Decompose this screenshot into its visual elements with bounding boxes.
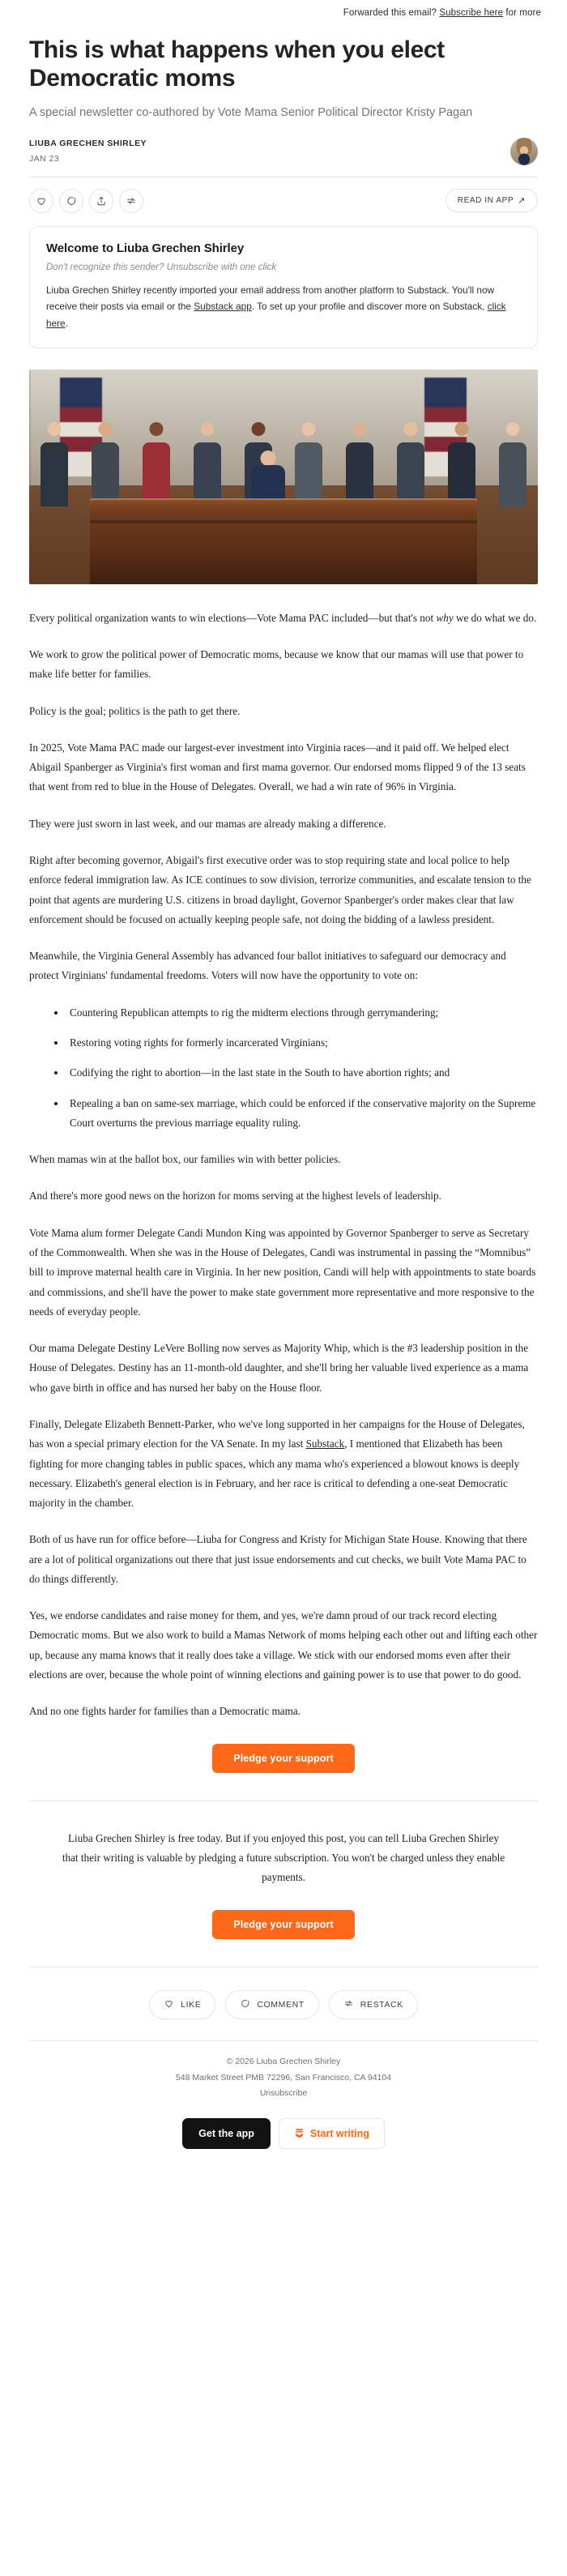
author-name[interactable]: LIUBA GRECHEN SHIRLEY [29, 139, 147, 149]
welcome-card [29, 226, 538, 348]
paragraph: Policy is the goal; politics is the path to get there. [29, 704, 241, 717]
welcome-body-part-2: . To set up your profile and discover more on Substack, [251, 301, 488, 313]
footer-like-label: LIKE [181, 2000, 202, 2010]
paragraph-text-tail: , I mentioned that Elizabeth has been fighting for more changing tables in public spaces, which any mama who's experienced a blowout knows is deeply necessary. Elizabeth's general election is in February, and her race is critical to defending a one-seat Democratic majority in the chamber. [29, 1438, 520, 1510]
restack-refresh-icon [343, 1998, 354, 2011]
pledge-support-button-bottom[interactable]: Pledge your support [212, 1910, 354, 1939]
footer-restack-button[interactable] [329, 1990, 418, 2019]
pledge-support-button-top[interactable]: Pledge your support [212, 1744, 354, 1773]
paragraph [29, 1415, 538, 1513]
hero-seated-governor [249, 451, 287, 502]
hero-image-wrapper [0, 348, 567, 584]
app-promo-row [0, 2102, 567, 2167]
comment-button[interactable] [59, 189, 83, 213]
hero-person [293, 422, 324, 507]
heart-icon [36, 195, 47, 207]
paragraph: Yes, we endorse candidates and raise money for them, and yes, we're damn proud of our track record electing Democratic moms. But we also work to build a Mamas Network of moms helping each other out and lifting each other up, because any mama knows that it really does take a village. We stick with our endorsed moms even after their elections are over, because the whole point of winning elections and gaining power is to use that power to do good. [29, 1609, 538, 1681]
paragraph: They were just sworn in last week, and our mamas are already making a difference. [29, 817, 386, 830]
hero-person [497, 422, 528, 507]
avatar[interactable] [510, 138, 538, 165]
forwarded-banner [0, 0, 567, 18]
subscribe-here-link[interactable]: Subscribe here [439, 8, 504, 18]
comment-bubble-icon [240, 1998, 250, 2011]
welcome-heading: Welcome to Liuba Grechen Shirley [46, 241, 245, 255]
footer-action-bar [0, 1967, 567, 2040]
unsubscribe-one-click-link[interactable]: Unsubscribe with one click [166, 262, 277, 272]
hero-person [39, 422, 70, 507]
paragraph: Vote Mama alum former Delegate Candi Mundon King was appointed by Governor Spanberger to serve as Secretary of the Commonwealth. When she was in the House of Delegates, Candi was instrumental in passing the “Momnibus” bill to improve maternal health care in Virginia. In her new position, Candi will help with appointments to state boards and commissions, and she'll have the power to make state government more representative and more responsive to the needs of everyday people. [29, 1226, 536, 1318]
byline-text [29, 139, 147, 164]
hero-person [446, 422, 477, 507]
list-item: • Countering Republican attempts to rig the midterm elections through gerrymandering; [66, 1003, 538, 1023]
hero-person [344, 422, 375, 507]
post-action-bar [0, 177, 567, 226]
hero-person [192, 422, 223, 507]
emphasis-why: why [436, 611, 454, 624]
hero-person [141, 422, 172, 507]
footer-comment-button[interactable] [225, 1990, 318, 2019]
hero-image[interactable] [29, 370, 538, 584]
list-item: • Codifying the right to abortion—in the last state in the South to have abortion rights; and [66, 1063, 538, 1083]
footer-restack-label: RESTACK [360, 2000, 403, 2010]
click-here-link[interactable]: click here [46, 301, 506, 329]
read-in-app-label: READ IN APP [457, 196, 514, 206]
action-buttons-group [29, 189, 143, 213]
free-today-note: Liuba Grechen Shirley is free today. But if you enjoyed this post, you can tell Liuba Grechen Shirley that their writing is valuable by pledging a future subscription. You won't be charged unless they enable payments. [62, 1831, 505, 1884]
legal-footer [0, 2041, 567, 2101]
copyright-text: © 2026 Liuba Grechen Shirley [226, 2057, 341, 2067]
welcome-body-part-3: . [65, 317, 68, 329]
external-arrow-icon: ↗ [518, 196, 526, 207]
paragraph-text: Every political organization wants to win elections—Vote Mama PAC included—but that's not [29, 611, 437, 624]
ballot-initiatives-list [29, 1003, 538, 1133]
paragraph: Right after becoming governor, Abigail's first executive order was to stop requiring state and local police to help enforce federal immigration law. As ICE continues to sow division, terrorize communities, and escalate tension to the point that agents are murdering U.S. citizens in broad daylight, Governor Spanberger's order makes clear that law enforcement should be focused on actually keeping people safe, not doing the bidding of a lawless president. [29, 854, 531, 925]
substack-bookmark-icon [294, 2127, 305, 2140]
hero-person [90, 422, 121, 507]
sender-note-text: Don't recognize this sender? [46, 262, 164, 272]
paragraph [29, 609, 538, 628]
paragraph: In 2025, Vote Mama PAC made our largest-ever investment into Virginia races—and it paid off. We helped elect Abigail Spanberger as Virginia's first woman and first mama governor. Our endorsed moms flipped 9 of the 13 seats that went from red to blue in the House of Delegates. Overall, we had a win rate of 96% in Virginia. [29, 741, 526, 793]
paragraph-text-tail: we do what we do. [453, 611, 537, 624]
paragraph: Our mama Delegate Destiny LeVere Bolling now serves as Majority Whip, which is the #3 leadership position in the House of Delegates. Destiny has an 11-month-old daughter, and she'll bring her valuable lived experience as a mama who gave birth in office and has nursed her baby on the House floor. [29, 1342, 529, 1394]
pledge-button-row-bottom [0, 1905, 567, 1939]
paragraph: When mamas win at the ballot box, our families win with better policies. [29, 1153, 341, 1166]
paragraph: And no one fights harder for families than a Democratic mama. [29, 1705, 301, 1718]
restack-refresh-icon [126, 195, 137, 207]
hero-person [395, 422, 426, 507]
start-writing-button[interactable] [279, 2118, 385, 2149]
footer-comment-label: COMMENT [257, 2000, 305, 2010]
sender-recognition-note [46, 263, 521, 272]
byline-row [29, 138, 538, 177]
substack-app-link[interactable]: Substack app [194, 301, 252, 313]
forwarded-suffix: for more [505, 8, 541, 18]
footer-like-button[interactable] [149, 1990, 215, 2019]
paragraph: We work to grow the political power of Democratic moms, because we know that our mamas will use that power to make life better for families. [29, 648, 524, 681]
comment-bubble-icon [66, 195, 77, 207]
get-the-app-button[interactable]: Get the app [182, 2118, 271, 2149]
paragraph-text: Finally, Delegate Elizabeth Bennett-Parker, who we've long supported in her campaigns for the House of Delegates, has won a special primary election for the VA Senate. In my last [29, 1417, 525, 1450]
like-button[interactable] [29, 189, 53, 213]
paragraph: And there's more good news on the horizon for moms serving at the highest levels of leadership. [29, 1190, 441, 1203]
restack-button[interactable] [119, 189, 143, 213]
welcome-body-part-1: Liuba Grechen Shirley recently imported your email address from another platform to Substack. You'll now receive their posts via email or the [46, 284, 495, 313]
post-header [0, 18, 567, 177]
forwarded-prefix: Forwarded this email? [343, 8, 437, 18]
share-upload-icon [96, 195, 107, 207]
welcome-body-text [46, 282, 521, 331]
heart-icon [164, 1998, 174, 2011]
share-button[interactable] [89, 189, 113, 213]
paragraph: Both of us have run for office before—Liuba for Congress and Kristy for Michigan State House. Knowing that there are a lot of political organizations out there that just issue endorsements and cut checks, we built Vote Mama PAC to do things differently. [29, 1533, 527, 1585]
unsubscribe-link[interactable]: Unsubscribe [259, 2088, 308, 2099]
substack-inline-link[interactable]: Substack [305, 1438, 345, 1450]
welcome-card-wrapper [0, 226, 567, 348]
paragraph: Meanwhile, the Virginia General Assembly has advanced four ballot initiatives to safeguard our democracy and protect Virginians' fundamental freedoms. Voters will now have the opportunity to vote on: [29, 950, 506, 982]
mailing-address: 548 Market Street PMB 72296, San Francisco, CA 94104 [175, 2072, 392, 2083]
list-item: • Repealing a ban on same-sex marriage, which could be enforced if the conservative majority on the Supreme Court overturns the previous marriage equality ruling. [66, 1094, 538, 1134]
read-in-app-button[interactable] [446, 189, 538, 212]
publish-date: JAN 23 [29, 154, 60, 164]
hero-desk [90, 498, 476, 584]
page-title: This is what happens when you elect Democratic moms [29, 36, 445, 92]
post-subtitle: A special newsletter co-authored by Vote Mama Senior Political Director Kristy Pagan [29, 105, 473, 119]
start-writing-label: Start writing [309, 2127, 369, 2139]
pledge-button-row-top [29, 1739, 538, 1773]
list-item: • Restoring voting rights for formerly incarcerated Virginians; [66, 1033, 538, 1053]
article-body [0, 584, 567, 1773]
